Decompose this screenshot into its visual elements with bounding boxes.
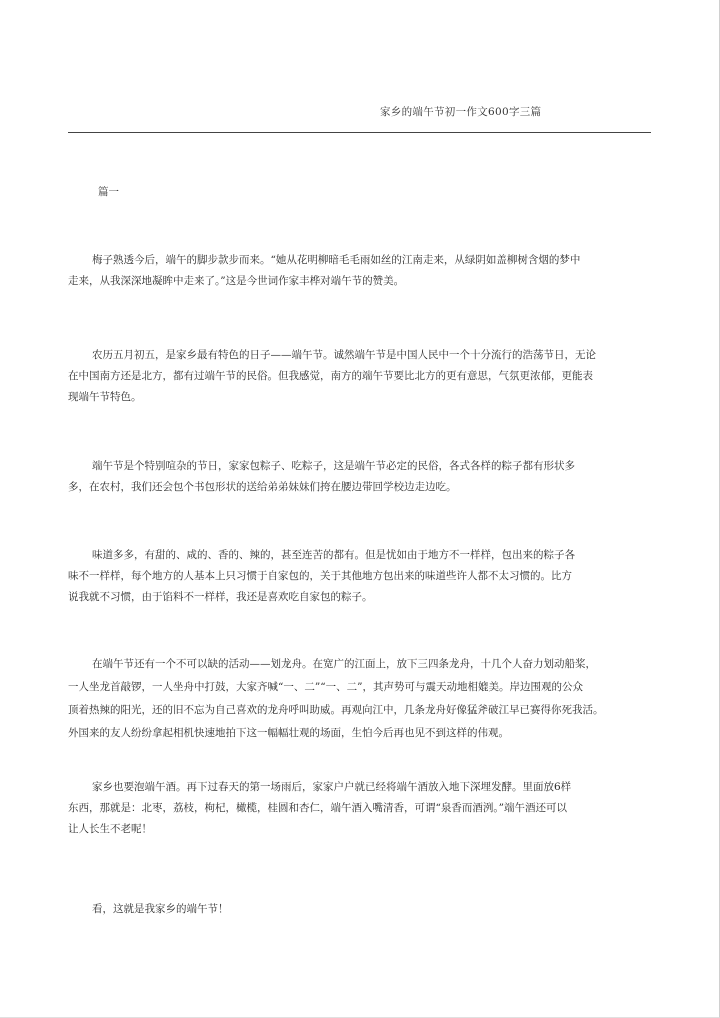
paragraph-2 (68, 345, 596, 408)
header-divider (68, 132, 651, 133)
document-title: 家乡的端午节初一作文600字三篇 (380, 106, 542, 118)
paragraph-line: 东西，那就是：北枣，荔枝，枸杞，橄榄，桂圆和杏仁，端午酒入嘴清香，可谓“泉香而酒洌。”端午酒还可以 (68, 802, 567, 814)
paragraph-line: 让人长生不老呢！ (68, 823, 152, 835)
paragraph-line: 端午节是个特别喧杂的节日，家家包粽子、吃粽子，这是端午节必定的民俗，各式各样的粽子都有形状多 (92, 460, 575, 472)
paragraph-line: 味道多多，有甜的、咸的、香的、辣的，甚至连苦的都有。但是忧如由于地方不一样样，包出来的粽子各 (92, 549, 575, 561)
paragraph-line: 在端午节还有一个不可以缺的活动——划龙舟。在宽广的江面上，放下三四条龙舟，十几个人奋力划动船桨， (92, 658, 596, 670)
paragraph-line: 一人坐龙首敲锣，一人坐舟中打鼓，大家齐喊“一、二”“一、二”，其声势可与震天动地相媲美。岸边围观的公众 (68, 681, 583, 693)
paragraph-line: 走来，从我深深地凝眸中走来了。”这是今世词作家丰桦对端午节的赞美。 (68, 275, 405, 287)
paragraph-7 (68, 899, 588, 920)
paragraph-line: 看，这就是我家乡的端午节！ (92, 903, 229, 915)
paragraph-3 (68, 456, 588, 498)
paragraph-line: 味不一样样，每个地方的人基本上只习惯于自家包的，关于其他地方包出来的味道些许人都不太习惯的。比方 (68, 570, 572, 582)
paragraph-line: 多，在农村，我们还会包个书包形状的送给弟弟妹妹们挎在腰边带回学校边走边吃。 (68, 481, 457, 493)
paragraph-4 (68, 545, 588, 608)
paragraph-5 (68, 653, 604, 745)
paragraph-line: 农历五月初五，是家乡最有特色的日子——端午节。诚然端午节是中国人民中一个十分流行的浩荡节日，无论 (92, 349, 596, 361)
paragraph-1 (68, 250, 588, 292)
paragraph-line: 顶着热辣的阳光，还的旧不忘为自己喜欢的龙舟呼叫助威。再观向江中，几条龙舟好像猛斧破江早已赛得你死我活。 (68, 704, 604, 716)
paragraph-line: 外国来的友人纷纷拿起相机快速地拍下这一幅幅壮观的场面，生怕今后再也见不到这样的伟观。 (68, 727, 509, 739)
paragraph-line: 在中国南方还是北方，都有过端午节的民俗。但我感觉，南方的端午节要比北方的更有意思，气氛更浓郁，更能表 (68, 370, 593, 382)
paragraph-line: 现端午节特色。 (68, 391, 142, 403)
section-heading: 篇一 (98, 186, 119, 198)
paragraph-6 (68, 777, 588, 840)
paragraph-line: 家乡也要泡端午酒。再下过春天的第一场雨后，家家户户就已经将端午酒放入地下深埋发酵。里面放6样 (92, 781, 572, 793)
paragraph-line: 梅子熟透今后，端午的脚步款步而来。“她从花明柳暗毛毛雨如丝的江南走来，从绿阴如盖柳树含烟的梦中 (92, 254, 581, 266)
paragraph-line: 说我就不习惯，由于馅料不一样样，我还是喜欢吃自家包的粽子。 (68, 591, 373, 603)
